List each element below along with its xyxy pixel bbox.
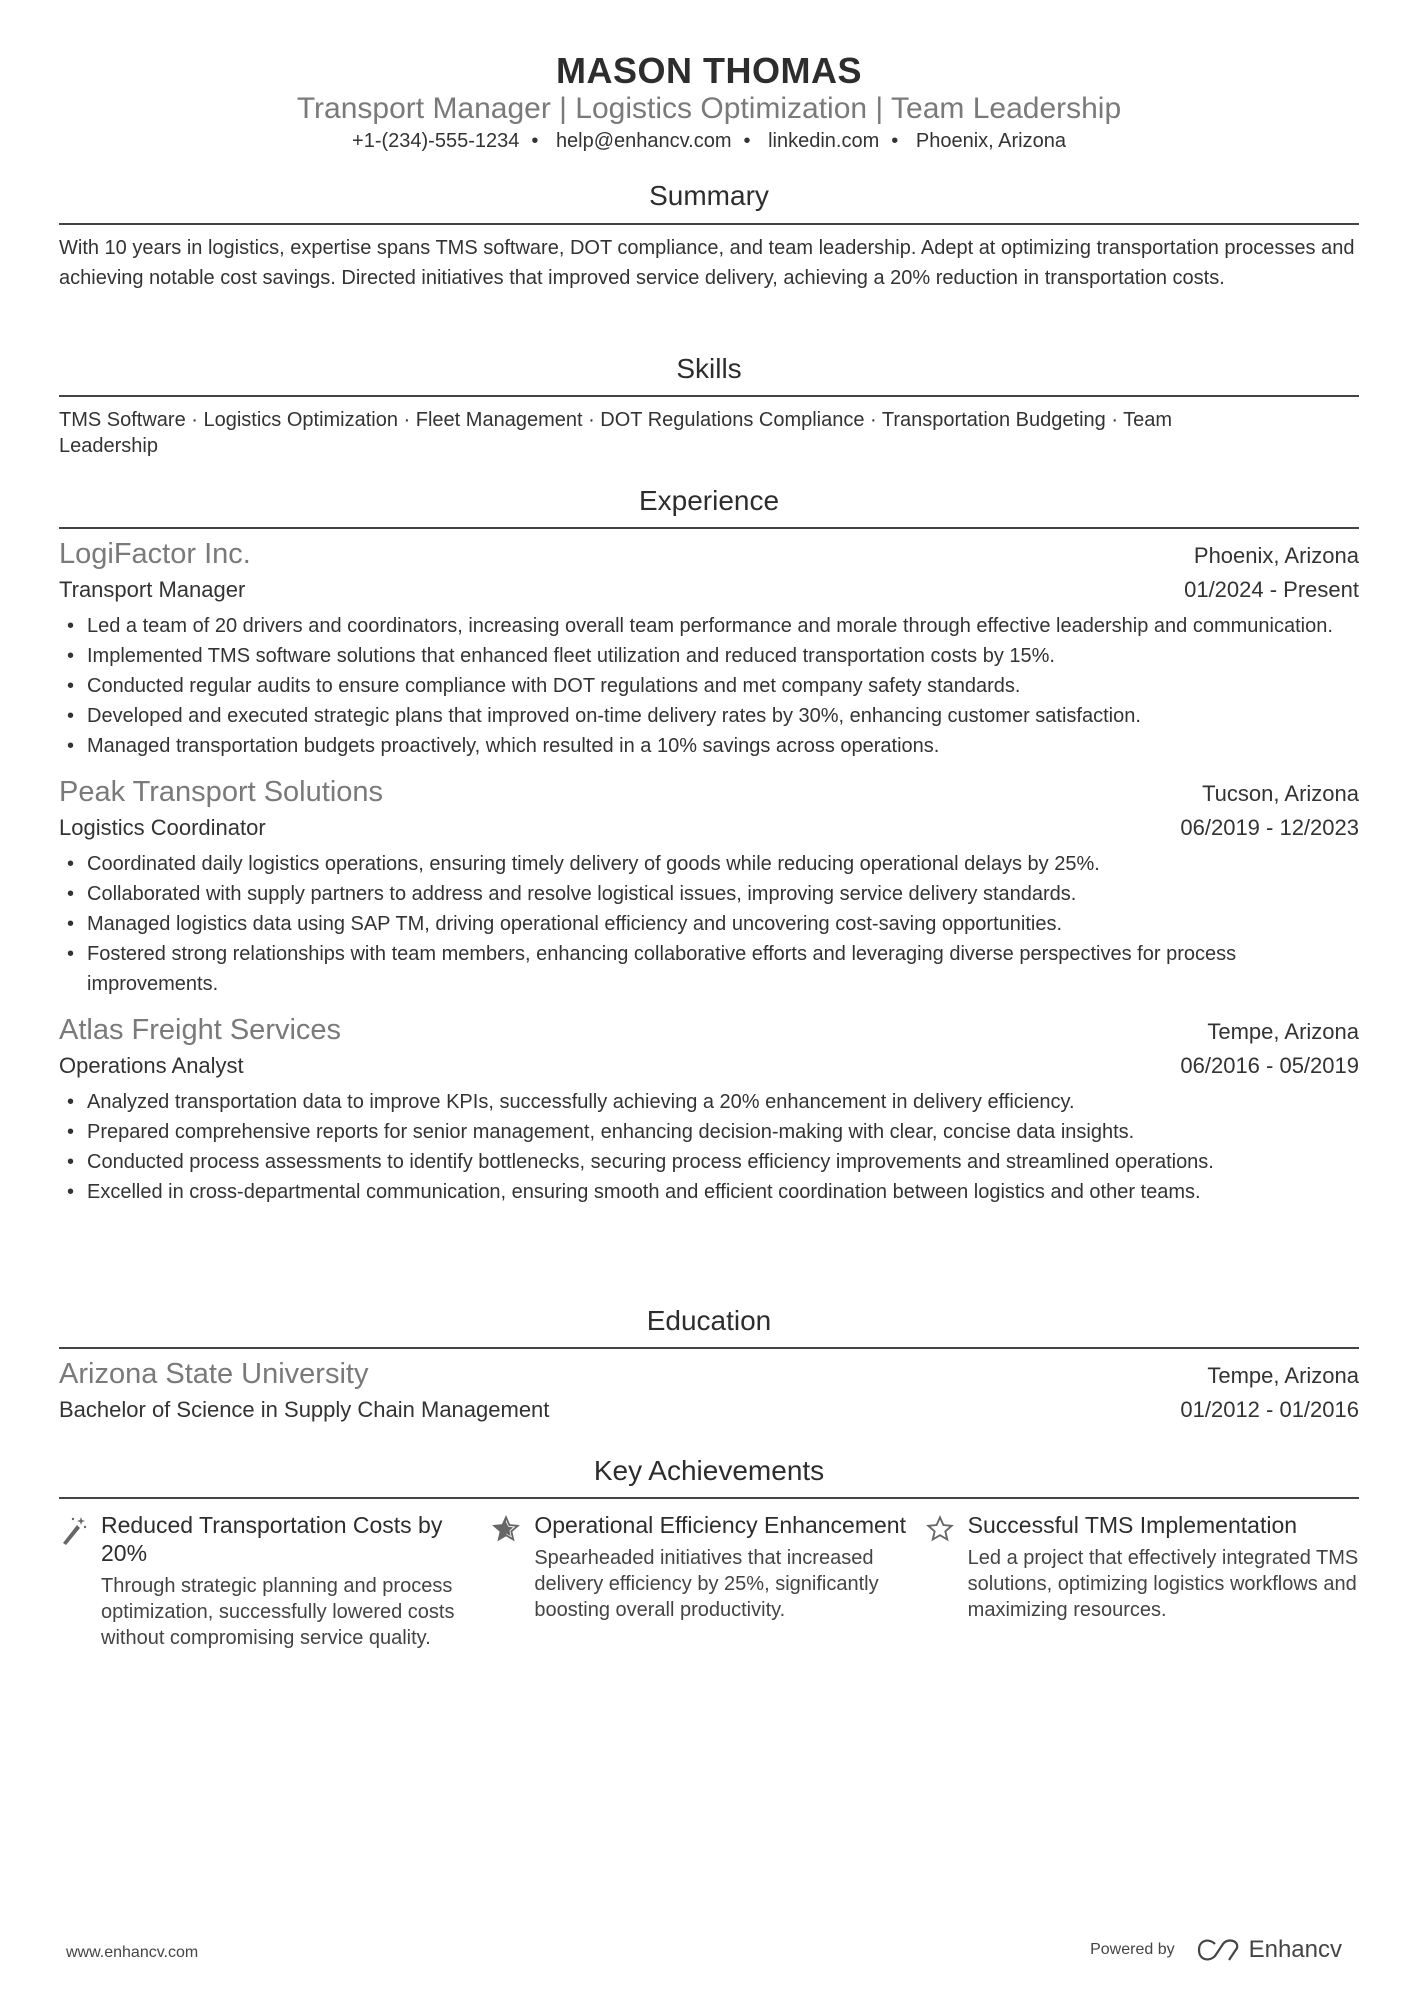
bullet-item: • Coordinated daily logistics operations, ensuring timely delivery of goods while reducing operational delays by 25%. [59,849,1359,879]
bullet-item: • Analyzed transportation data to improve KPIs, successfully achieving a 20% enhancement in delivery efficiency. [59,1087,1359,1117]
achievements-section [59,1453,1359,1651]
bullet-item: • Conducted regular audits to ensure compliance with DOT regulations and met company safety standards. [59,671,1359,701]
achievement-desc: Through strategic planning and process optimization, successfully lowered costs without compromising service quality. [101,1575,455,1649]
job-bullets [59,849,1359,999]
job-entry [59,535,1359,761]
achievement-title: Reduced Transportation Costs by 20% [101,1512,443,1566]
job-dates: 01/2024 - Present [1184,577,1359,602]
location: Phoenix, Arizona [915,130,1066,152]
job-bullets [59,1087,1359,1207]
achievement-title: Successful TMS Implementation [967,1512,1298,1538]
achievement-title: Operational Efficiency Enhancement [534,1512,906,1538]
email[interactable]: help@enhancv.com [555,130,732,152]
footer-branding [1090,1936,1342,1964]
footer-website[interactable]: www.enhancv.com [66,1944,199,1961]
company-name: Peak Transport Solutions [59,776,384,808]
contact-info: +1-(234)-555-1234 • help@enhancv.com • linkedin.com • Phoenix, Arizona [352,130,1066,152]
skills-list: TMS Software · Logistics Optimization · Fleet Management · DOT Regulations Compliance · Transportation Budgeting · Team Leadership [59,409,1173,457]
enhancv-logo[interactable] [1197,1936,1342,1964]
summary-text: With 10 years in logistics, expertise spans TMS software, DOT compliance, and team leadership. Adept at optimizing transportation processes and achieving notable cost savings. Directed initiatives that improved service delivery, achieving a 20% reduction in transportation costs. [59,237,1355,289]
star-outline-icon [926,1511,968,1651]
achievement-item [59,1511,492,1651]
bullet-item: • Collaborated with supply partners to address and resolve logistical issues, improving service delivery standards. [59,879,1359,909]
job-dates: 06/2019 - 12/2023 [1180,815,1359,840]
education-entry [59,1355,1359,1425]
bullet-item: • Led a team of 20 drivers and coordinators, increasing overall team performance and morale through effective leadership and communication. [59,611,1359,641]
job-dates: 06/2016 - 05/2019 [1180,1053,1359,1078]
education-dates: 01/2012 - 01/2016 [1180,1397,1359,1422]
job-entry [59,1011,1359,1207]
linkedin[interactable]: linkedin.com [768,130,880,152]
job-location: Phoenix, Arizona [1193,543,1359,568]
achievement-desc: Spearheaded initiatives that increased delivery efficiency by 25%, significantly boosting overall productivity. [534,1547,879,1621]
candidate-name: MASON THOMAS [556,50,862,91]
section-title: Summary [649,180,769,211]
divider [59,223,1359,225]
degree: Bachelor of Science in Supply Chain Management [59,1397,550,1422]
achievement-desc: Led a project that effectively integrated TMS solutions, optimizing logistics workflows and maximizing resources. [967,1547,1359,1621]
school-name: Arizona State University [59,1358,369,1390]
job-bullets [59,611,1359,761]
enhancv-logo-icon [1197,1938,1241,1962]
job-title: Transport Manager [59,577,246,602]
section-title: Experience [638,485,780,516]
experience-section [59,483,1359,1207]
bullet-item: • Implemented TMS software solutions that enhanced fleet utilization and reduced transportation costs by 15%. [59,641,1359,671]
job-title: Operations Analyst [59,1053,244,1078]
bullet-item: • Fostered strong relationships with team members, enhancing collaborative efforts and leveraging diverse perspectives for process improvements. [59,939,1359,999]
company-name: LogiFactor Inc. [59,538,251,570]
brand-name: Enhancv [1248,1936,1342,1963]
divider [59,1497,1359,1499]
bullet-item: • Managed transportation budgets proactively, which resulted in a 10% savings across operations. [59,731,1359,761]
bullet-item: • Developed and executed strategic plans that improved on-time delivery rates by 30%, enhancing customer satisfaction. [59,701,1359,731]
company-name: Atlas Freight Services [59,1014,342,1046]
divider [59,395,1359,397]
job-title: Logistics Coordinator [59,815,266,840]
bullet-item: • Excelled in cross-departmental communication, ensuring smooth and efficient coordination between logistics and other teams. [59,1177,1359,1207]
education-section [59,1303,1359,1425]
magic-wand-icon [59,1511,101,1651]
job-location: Tempe, Arizona [1207,1019,1359,1044]
summary-section [59,178,1359,293]
section-title: Skills [676,353,742,384]
school-location: Tempe, Arizona [1207,1363,1359,1388]
half-star-icon [492,1511,534,1651]
job-location: Tucson, Arizona [1202,781,1359,806]
section-title: Key Achievements [593,1455,825,1486]
achievement-item [926,1511,1359,1651]
skills-section [59,351,1359,459]
bullet-item: • Conducted process assessments to identify bottlenecks, securing process efficiency improvements and streamlined operations. [59,1147,1359,1177]
job-entry [59,773,1359,999]
achievement-item [492,1511,925,1651]
bullet-item: • Managed logistics data using SAP TM, driving operational efficiency and uncovering cost-saving opportunities. [59,909,1359,939]
bullet-item: • Prepared comprehensive reports for senior management, enhancing decision-making with clear, concise data insights. [59,1117,1359,1147]
section-title: Education [646,1305,772,1336]
divider [59,527,1359,529]
powered-by-label: Powered by [1090,1941,1175,1958]
divider [59,1347,1359,1349]
phone: +1-(234)-555-1234 [352,130,520,152]
headline: Transport Manager | Logistics Optimization | Team Leadership [296,92,1122,125]
